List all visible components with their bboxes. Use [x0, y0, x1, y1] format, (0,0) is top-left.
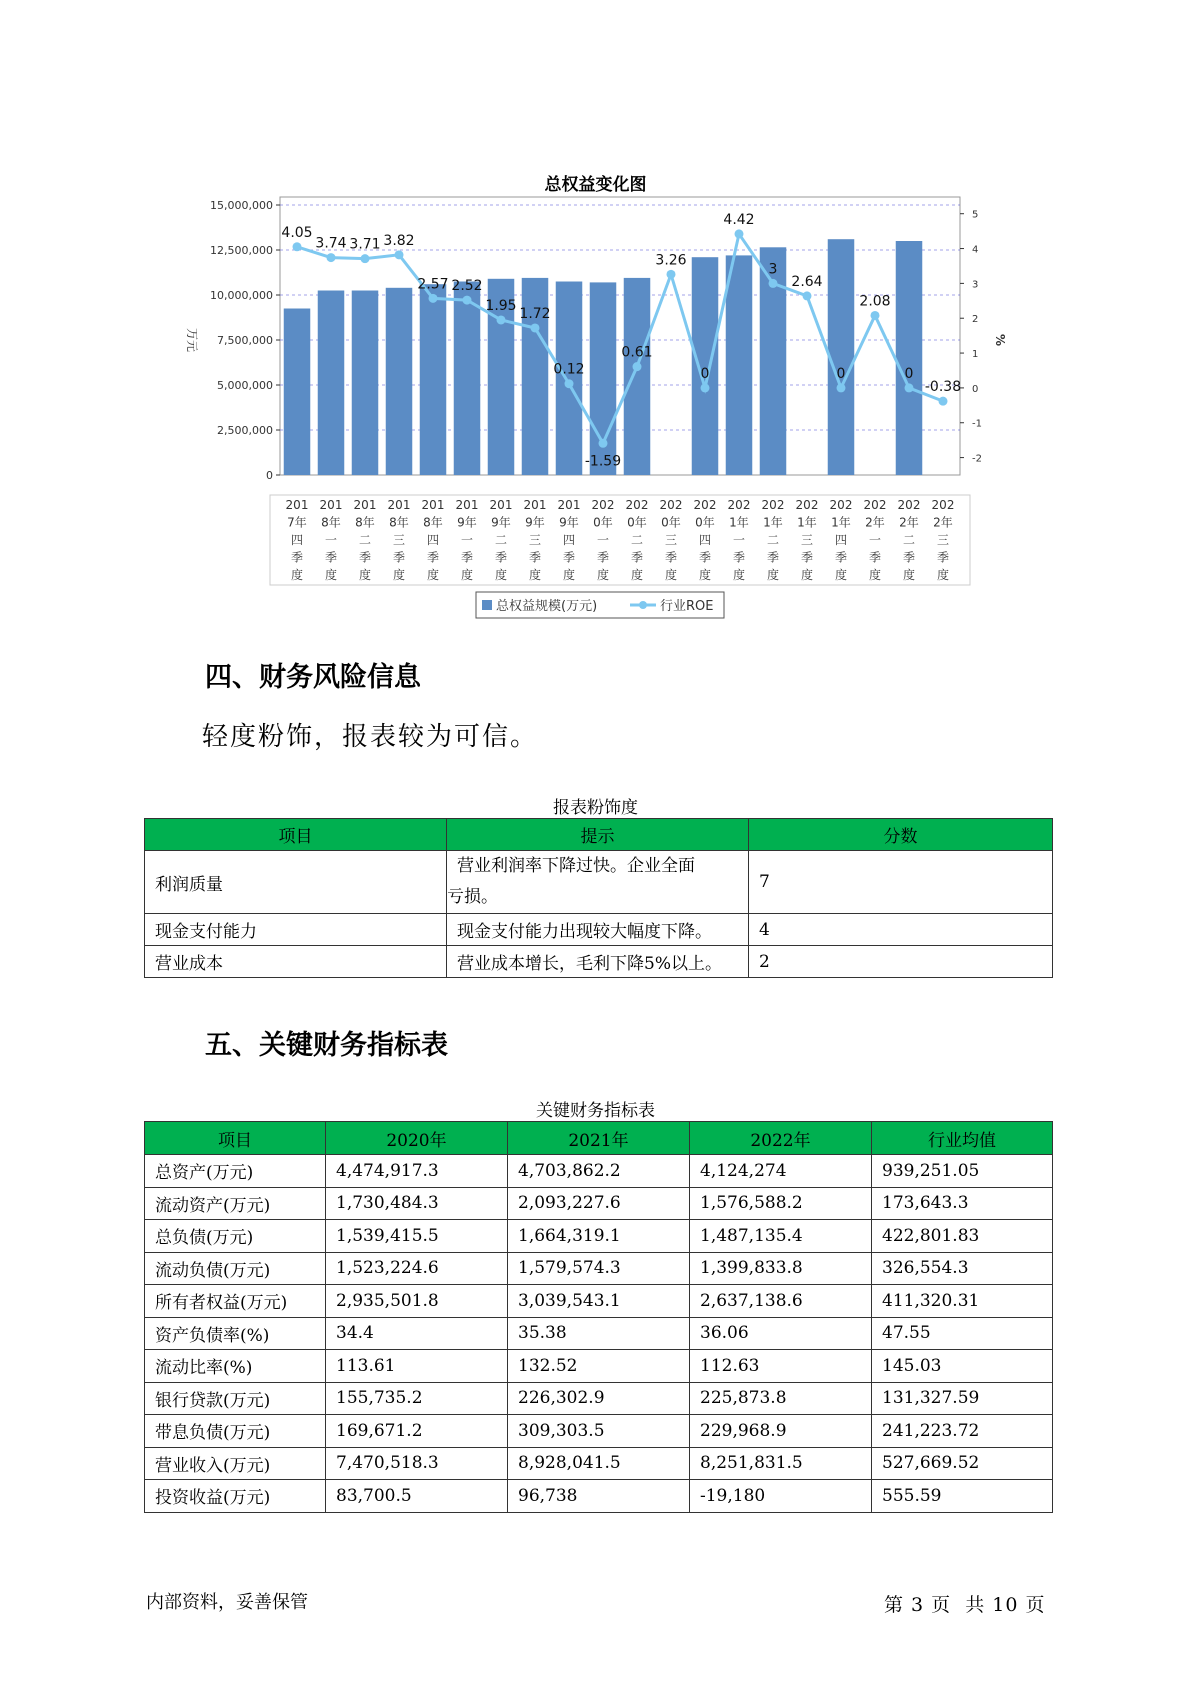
x-tick-label: 季 [324, 550, 338, 565]
equity-chart [160, 195, 1007, 625]
x-tick-label: 二 [494, 533, 508, 547]
roe-point [701, 383, 710, 392]
kpi-header-0: 项目 [145, 1122, 326, 1155]
kpi-value: 1,664,319.1 [508, 1220, 690, 1253]
x-tick-label: 202 [591, 498, 615, 512]
x-tick-label: 度 [324, 568, 338, 582]
kpi-item: 流动负债(万元) [145, 1252, 326, 1285]
x-tick-label: 二 [630, 533, 644, 547]
kpi-value: 113.61 [326, 1350, 508, 1383]
kpi-value: 1,579,574.3 [508, 1252, 690, 1285]
kpi-value: 4,703,862.2 [508, 1155, 690, 1188]
x-tick-label: 度 [392, 568, 406, 582]
bar [556, 282, 583, 476]
table-row [145, 1317, 1053, 1350]
bar [318, 291, 345, 476]
x-tick-label: 三 [936, 533, 950, 547]
roe-point [395, 250, 404, 259]
x-tick-label: 201 [489, 498, 513, 512]
kpi-value: 555.59 [872, 1480, 1053, 1513]
kpi-item: 流动比率(%) [145, 1350, 326, 1383]
kpi-table-header-row [145, 1122, 1053, 1155]
x-tick-label: 201 [387, 498, 411, 512]
kpi-value: 36.06 [690, 1317, 872, 1350]
roe-data-label: 3.74 [315, 235, 347, 252]
kpi-value: 35.38 [508, 1317, 690, 1350]
risk-header-hint: 提示 [447, 819, 749, 851]
roe-data-label: 4.05 [281, 224, 313, 241]
x-tick-label: 季 [732, 550, 746, 565]
risk-item: 现金支付能力 [145, 914, 447, 946]
kpi-table-caption: 关键财务指标表 [536, 1101, 655, 1121]
x-tick-label: 201 [319, 498, 343, 512]
x-tick-label: 度 [936, 568, 950, 582]
risk-table [144, 818, 1053, 978]
roe-point [429, 294, 438, 303]
kpi-value: -19,180 [690, 1480, 872, 1513]
kpi-value: 145.03 [872, 1350, 1053, 1383]
x-tick-label: 季 [766, 550, 780, 565]
bar [386, 288, 413, 475]
roe-point [463, 296, 472, 305]
x-tick-label: 8年 [355, 515, 375, 530]
x-tick-label: 一 [868, 533, 882, 547]
table-row [145, 914, 1053, 946]
y-tick-label: 7,500,000 [217, 334, 273, 347]
roe-data-label: 0 [904, 365, 914, 382]
roe-point [905, 383, 914, 392]
plot-frame [280, 197, 960, 475]
table-row [145, 1252, 1053, 1285]
kpi-value: 3,039,543.1 [508, 1285, 690, 1318]
roe-data-label: 0.61 [621, 344, 653, 361]
bar [726, 255, 753, 475]
x-tick-label: 季 [800, 550, 814, 565]
x-tick-label: 201 [421, 498, 445, 512]
x-tick-label: 度 [426, 568, 440, 582]
x-tick-label: 8年 [423, 515, 443, 530]
x-tick-label: 季 [596, 550, 610, 565]
kpi-value: 1,539,415.5 [326, 1220, 508, 1253]
x-tick-label: 度 [732, 568, 746, 582]
roe-point [599, 439, 608, 448]
legend-marker-line [639, 601, 647, 609]
roe-data-label: 3.71 [349, 236, 381, 253]
footer-confidential: 内部资料，妥善保管 [146, 1592, 308, 1613]
x-tick-label: 四 [426, 533, 440, 547]
kpi-value: 47.55 [872, 1317, 1053, 1350]
kpi-value: 2,093,227.6 [508, 1187, 690, 1220]
risk-score: 4 [749, 914, 1053, 946]
kpi-value: 34.4 [326, 1317, 508, 1350]
roe-point [735, 229, 744, 238]
x-tick-label: 季 [358, 550, 372, 565]
kpi-item: 带息负债(万元) [145, 1415, 326, 1448]
x-tick-label: 季 [528, 550, 542, 565]
x-tick-label: 季 [494, 550, 508, 565]
risk-item: 营业成本 [145, 946, 447, 978]
risk-score: 2 [749, 946, 1053, 978]
x-tick-label: 度 [868, 568, 882, 582]
x-tick-label: 度 [358, 568, 372, 582]
kpi-value: 1,523,224.6 [326, 1252, 508, 1285]
roe-data-label: 0.12 [553, 361, 585, 378]
x-tick-label: 季 [834, 550, 848, 565]
x-tick-label: 1年 [763, 515, 783, 530]
risk-hint-line: 亏损。 [447, 887, 498, 907]
x-tick-label: 0年 [661, 515, 681, 530]
bar [624, 278, 651, 475]
x-tick-label: 9年 [559, 515, 579, 530]
x-tick-label: 202 [897, 498, 921, 512]
x-tick-label: 四 [698, 533, 712, 547]
x-tick-label: 202 [863, 498, 887, 512]
roe-point [565, 379, 574, 388]
kpi-value: 2,637,138.6 [690, 1285, 872, 1318]
kpi-item: 营业收入(万元) [145, 1447, 326, 1480]
y-tick-label: 10,000,000 [210, 289, 273, 302]
x-tick-label: 季 [698, 550, 712, 565]
x-tick-label: 2年 [899, 515, 919, 530]
table-row [145, 946, 1053, 978]
kpi-value: 8,251,831.5 [690, 1447, 872, 1480]
y-tick-label: 5,000,000 [217, 379, 273, 392]
roe-data-label: 0 [700, 365, 710, 382]
x-tick-label: 四 [290, 533, 304, 547]
x-tick-label: 1年 [831, 515, 851, 530]
x-tick-label: 季 [664, 550, 678, 565]
kpi-header-4: 行业均值 [872, 1122, 1053, 1155]
x-tick-label: 202 [761, 498, 785, 512]
bar [420, 284, 447, 475]
roe-data-label: 0 [836, 365, 846, 382]
x-tick-label: 四 [562, 533, 576, 547]
roe-point [803, 291, 812, 300]
bar [284, 309, 311, 476]
table-row [145, 1382, 1053, 1415]
kpi-header-1: 2020年 [326, 1122, 508, 1155]
risk-header-score: 分数 [749, 819, 1053, 851]
x-tick-label: 度 [562, 568, 576, 582]
kpi-table [144, 1121, 1053, 1513]
bar [896, 241, 923, 475]
roe-data-label: 3.26 [655, 252, 687, 269]
x-tick-label: 度 [766, 568, 780, 582]
kpi-value: 4,124,274 [690, 1155, 872, 1188]
kpi-item: 投资收益(万元) [145, 1480, 326, 1513]
roe-data-label: 3 [768, 261, 778, 278]
table-row [145, 1220, 1053, 1253]
x-tick-label: 9年 [491, 515, 511, 530]
x-tick-label: 季 [290, 550, 304, 565]
x-tick-label: 二 [902, 533, 916, 547]
x-tick-label: 季 [868, 550, 882, 565]
y2-tick-label: 1 [972, 349, 979, 361]
x-tick-label: 度 [664, 568, 678, 582]
kpi-value: 2,935,501.8 [326, 1285, 508, 1318]
x-tick-label: 202 [625, 498, 649, 512]
kpi-item: 所有者权益(万元) [145, 1285, 326, 1318]
x-tick-label: 202 [727, 498, 751, 512]
kpi-value: 939,251.05 [872, 1155, 1053, 1188]
kpi-value: 326,554.3 [872, 1252, 1053, 1285]
kpi-header-3: 2022年 [690, 1122, 872, 1155]
x-tick-label: 一 [460, 533, 474, 547]
risk-hint-line: 营业利润率下降过快。企业全面 [457, 856, 695, 876]
roe-point [837, 383, 846, 392]
roe-data-label: 4.42 [723, 211, 755, 228]
x-tick-label: 0年 [695, 515, 715, 530]
risk-hint: 现金支付能力出现较大幅度下降。 [447, 914, 749, 946]
roe-point [531, 323, 540, 332]
x-tick-label: 202 [659, 498, 683, 512]
kpi-value: 1,487,135.4 [690, 1220, 872, 1253]
x-tick-label: 2年 [933, 515, 953, 530]
risk-score: 7 [749, 851, 1053, 914]
x-tick-label: 度 [460, 568, 474, 582]
risk-summary: 轻度粉饰，报表较为可信。 [202, 722, 539, 752]
x-tick-label: 度 [630, 568, 644, 582]
risk-hint [447, 851, 749, 914]
roe-data-label: -0.38 [924, 379, 962, 396]
kpi-value: 7,470,518.3 [326, 1447, 508, 1480]
kpi-value: 96,738 [508, 1480, 690, 1513]
kpi-value: 4,474,917.3 [326, 1155, 508, 1188]
x-tick-label: 度 [800, 568, 814, 582]
y2-tick-label: 0 [972, 383, 979, 395]
kpi-value: 229,968.9 [690, 1415, 872, 1448]
table-row [145, 1350, 1053, 1383]
x-tick-label: 201 [455, 498, 479, 512]
x-tick-label: 度 [834, 568, 848, 582]
kpi-value: 527,669.52 [872, 1447, 1053, 1480]
footer-page-number: 第 3 页 共 10 页 [884, 1594, 1046, 1616]
bar [828, 239, 855, 475]
roe-point [871, 311, 880, 320]
x-tick-label: 度 [494, 568, 508, 582]
x-tick-label: 201 [353, 498, 377, 512]
legend-label-line: 行业ROE [660, 599, 714, 614]
kpi-value: 309,303.5 [508, 1415, 690, 1448]
x-tick-label: 三 [664, 533, 678, 547]
table-row [145, 851, 1053, 914]
x-tick-label: 一 [324, 533, 338, 547]
table-row [145, 1447, 1053, 1480]
x-tick-label: 8年 [321, 515, 341, 530]
x-tick-label: 一 [596, 533, 610, 547]
table-row [145, 1480, 1053, 1513]
kpi-value: 411,320.31 [872, 1285, 1053, 1318]
x-tick-label: 1年 [729, 515, 749, 530]
x-tick-label: 四 [834, 533, 848, 547]
kpi-item: 总资产(万元) [145, 1155, 326, 1188]
kpi-value: 173,643.3 [872, 1187, 1053, 1220]
roe-point [327, 253, 336, 262]
y2-tick-label: -1 [972, 418, 982, 430]
kpi-value: 1,576,588.2 [690, 1187, 872, 1220]
kpi-item: 资产负债率(%) [145, 1317, 326, 1350]
table-row [145, 1415, 1053, 1448]
kpi-value: 155,735.2 [326, 1382, 508, 1415]
section5-heading: 五、关键财务指标表 [205, 1030, 448, 1061]
risk-table-header-row [145, 819, 1053, 851]
x-tick-label: 三 [800, 533, 814, 547]
x-tick-label: 一 [732, 533, 746, 547]
roe-data-label: 2.52 [451, 278, 483, 295]
x-tick-label: 季 [426, 550, 440, 565]
x-tick-label: 季 [630, 550, 644, 565]
kpi-value: 1,399,833.8 [690, 1252, 872, 1285]
risk-item: 利润质量 [145, 851, 447, 914]
kpi-item: 流动资产(万元) [145, 1187, 326, 1220]
roe-point [769, 279, 778, 288]
kpi-value: 1,730,484.3 [326, 1187, 508, 1220]
roe-data-label: 2.64 [791, 273, 823, 290]
x-tick-label: 二 [766, 533, 780, 547]
kpi-item: 总负债(万元) [145, 1220, 326, 1253]
x-tick-label: 季 [936, 550, 950, 565]
x-tick-label: 1年 [797, 515, 817, 530]
roe-point [633, 362, 642, 371]
bar [454, 282, 481, 476]
roe-data-label: 2.08 [859, 293, 891, 310]
y2-tick-label: 4 [972, 244, 979, 256]
kpi-header-2: 2021年 [508, 1122, 690, 1155]
risk-header-item: 项目 [145, 819, 447, 851]
x-tick-label: 202 [795, 498, 819, 512]
section4-heading: 四、财务风险信息 [205, 662, 421, 693]
risk-hint: 营业成本增长，毛利下降5%以上。 [447, 946, 749, 978]
x-tick-label: 2年 [865, 515, 885, 530]
x-tick-label: 三 [528, 533, 542, 547]
y-tick-label: 12,500,000 [210, 244, 273, 257]
x-tick-label: 8年 [389, 515, 409, 530]
roe-data-label: 3.82 [383, 232, 415, 249]
x-tick-label: 201 [285, 498, 309, 512]
y2-axis-label: % [993, 333, 1007, 347]
x-tick-label: 9年 [457, 515, 477, 530]
x-tick-label: 季 [902, 550, 916, 565]
kpi-value: 241,223.72 [872, 1415, 1053, 1448]
y2-tick-label: 3 [972, 279, 979, 291]
kpi-item: 银行贷款(万元) [145, 1382, 326, 1415]
y-tick-label: 0 [266, 469, 273, 482]
kpi-value: 169,671.2 [326, 1415, 508, 1448]
y-axis-label: 万元 [185, 327, 199, 353]
x-tick-label: 三 [392, 533, 406, 547]
kpi-value: 225,873.8 [690, 1382, 872, 1415]
x-tick-label: 202 [931, 498, 955, 512]
x-tick-label: 度 [698, 568, 712, 582]
x-tick-label: 二 [358, 533, 372, 547]
x-tick-label: 202 [829, 498, 853, 512]
bar [352, 291, 379, 476]
roe-data-label: 1.95 [485, 297, 517, 314]
table-row [145, 1187, 1053, 1220]
x-tick-label: 度 [290, 568, 304, 582]
x-tick-label: 季 [460, 550, 474, 565]
kpi-value: 131,327.59 [872, 1382, 1053, 1415]
roe-point [667, 270, 676, 279]
kpi-value: 112.63 [690, 1350, 872, 1383]
roe-data-label: 2.57 [417, 276, 449, 293]
x-tick-label: 201 [557, 498, 581, 512]
x-tick-label: 度 [596, 568, 610, 582]
x-tick-label: 季 [562, 550, 576, 565]
chart-title: 总权益变化图 [544, 175, 647, 195]
y2-tick-label: 2 [972, 314, 979, 326]
y2-tick-label: -2 [972, 453, 982, 465]
table-row [145, 1285, 1053, 1318]
kpi-value: 422,801.83 [872, 1220, 1053, 1253]
x-tick-label: 度 [902, 568, 916, 582]
roe-point [293, 242, 302, 251]
y-tick-label: 2,500,000 [217, 424, 273, 437]
x-tick-label: 季 [392, 550, 406, 565]
kpi-value: 226,302.9 [508, 1382, 690, 1415]
x-tick-label: 0年 [593, 515, 613, 530]
kpi-value: 83,700.5 [326, 1480, 508, 1513]
y2-tick-label: 5 [972, 209, 979, 221]
table-row [145, 1155, 1053, 1188]
x-tick-label: 202 [693, 498, 717, 512]
roe-point [939, 397, 948, 406]
roe-data-label: 1.72 [519, 305, 551, 322]
x-tick-label: 201 [523, 498, 547, 512]
x-tick-label: 0年 [627, 515, 647, 530]
legend-label-bar: 总权益规模(万元) [496, 599, 598, 614]
y-tick-label: 15,000,000 [210, 199, 273, 212]
roe-data-label: -1.59 [584, 453, 622, 470]
roe-point [497, 315, 506, 324]
kpi-value: 132.52 [508, 1350, 690, 1383]
risk-table-caption: 报表粉饰度 [553, 798, 638, 818]
legend-swatch-bar [482, 600, 492, 610]
x-tick-label: 9年 [525, 515, 545, 530]
x-tick-label: 度 [528, 568, 542, 582]
roe-point [361, 254, 370, 263]
kpi-value: 8,928,041.5 [508, 1447, 690, 1480]
x-tick-label: 7年 [287, 515, 307, 530]
